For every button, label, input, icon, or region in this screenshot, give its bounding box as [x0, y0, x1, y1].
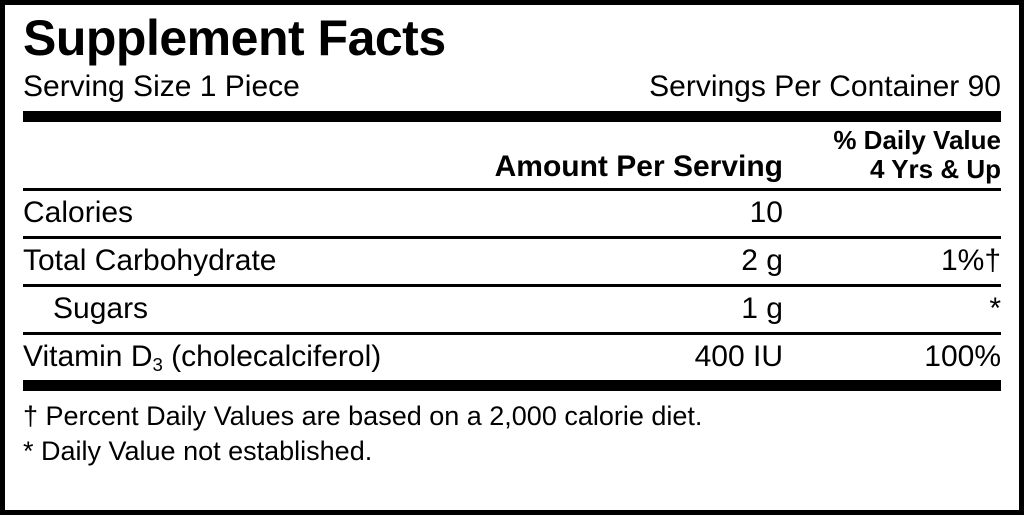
daily-value-header-line1: % Daily Value: [833, 125, 1001, 155]
daily-value-header: [783, 126, 1001, 184]
nutrient-name: Sugars: [53, 292, 149, 326]
page-title: Supplement Facts: [23, 10, 446, 66]
nutrient-amount: 2 g: [741, 244, 783, 278]
table-header-row: [23, 122, 1001, 188]
nutrient-amount: 10: [749, 196, 783, 230]
table-row: [23, 335, 1001, 380]
amount-per-serving-header: Amount Per Serving: [494, 150, 783, 184]
nutrient-name-subscript: 3: [152, 353, 163, 375]
nutrient-daily-value: 1%†: [940, 244, 1001, 278]
nutrient-amount: 400 IU: [694, 340, 783, 374]
footnote-dagger: † Percent Daily Values are based on a 2,000 calorie diet.: [23, 401, 703, 432]
table-row: [23, 287, 1001, 332]
footnote-asterisk: * Daily Value not established.: [23, 436, 373, 467]
footnotes: [23, 391, 1001, 469]
nutrient-name: Total Carbohydrate: [23, 244, 277, 278]
table-row: [23, 239, 1001, 284]
divider-thick-top: [23, 111, 1001, 122]
nutrient-amount: 1 g: [741, 292, 783, 326]
serving-info-row: [23, 69, 1001, 111]
serving-size-text: Serving Size 1 Piece: [23, 70, 300, 103]
daily-value-header-line2: 4 Yrs & Up: [869, 154, 1001, 185]
nutrient-daily-value: 100%: [924, 340, 1001, 374]
nutrient-daily-value: *: [989, 292, 1001, 326]
nutrient-name: [23, 340, 553, 374]
servings-per-container-text: Servings Per Container 90: [649, 70, 1001, 103]
nutrient-name-suffix: (cholecalciferol): [162, 340, 382, 374]
nutrient-name: Calories: [23, 196, 134, 230]
nutrient-name-prefix: Vitamin D: [23, 340, 153, 374]
table-row: [23, 191, 1001, 236]
divider-thick-bottom: [23, 380, 1001, 391]
